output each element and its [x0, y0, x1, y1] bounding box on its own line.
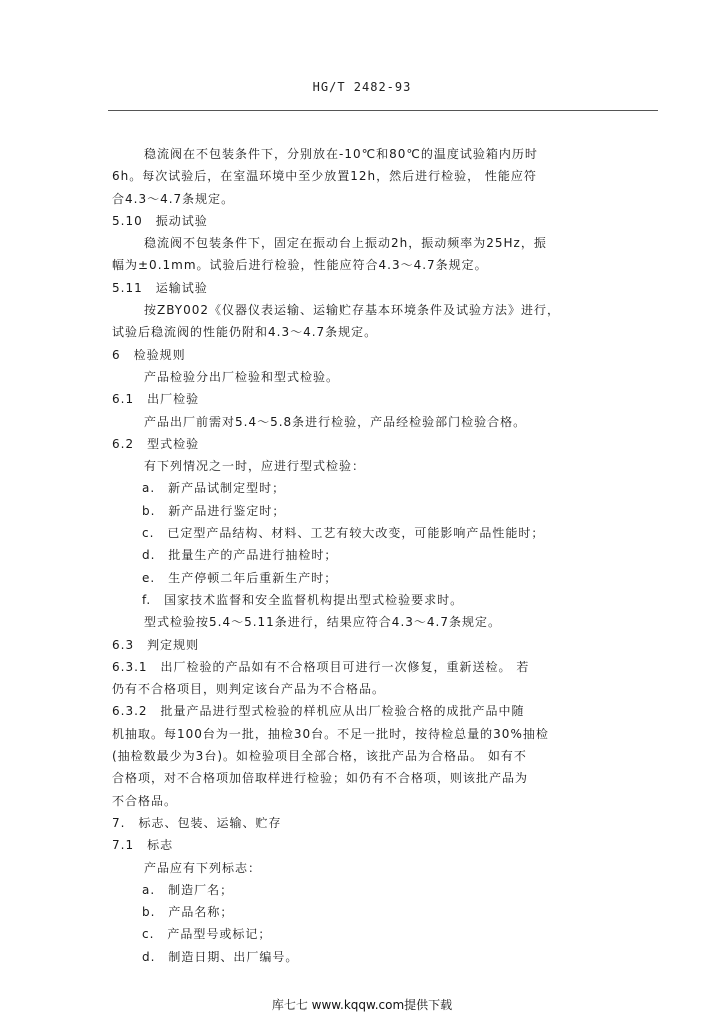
text-line: 6.3.1 出厂检验的产品如有不合格项目可进行一次修复，重新送检。 若 [112, 659, 530, 674]
section-heading: 5.11 运输试验 [112, 280, 208, 295]
list-item: e. 生产停顿二年后重新生产时； [142, 570, 338, 585]
text-line: 产品出厂前需对5.4～5.8条进行检验，产品经检验部门检验合格。 [144, 414, 527, 429]
text-line: 6.3.2 批量产品进行型式检验的样机应从出厂检验合格的成批产品中随 [112, 704, 525, 719]
section-heading: 7.1 标志 [112, 838, 174, 853]
list-item: c. 产品型号或标记； [142, 927, 272, 942]
section-heading: 5.10 振动试验 [112, 213, 208, 228]
text-line: 试验后稳流阀的性能仍附和4.3～4.7条规定。 [112, 325, 378, 340]
list-item: a. 新产品试制定型时； [142, 481, 286, 496]
text-line: 合格项，对不合格项加倍取样进行检验；如仍有不合格项，则该批产品为 [112, 771, 529, 786]
text-line: 6h。每次试验后，在室温环境中至少放置12h，然后进行检验， 性能应符 [112, 169, 537, 184]
header-rule [108, 110, 658, 111]
section-heading: 7. 标志、包装、运输、贮存 [112, 815, 282, 830]
section-heading: 6.2 型式检验 [112, 436, 200, 451]
text-line: 产品应有下列标志： [144, 860, 262, 875]
list-item: a. 制造厂名； [142, 882, 234, 897]
list-item: b. 产品名称； [142, 905, 234, 920]
text-line: 产品检验分出厂检验和型式检验。 [144, 369, 340, 384]
text-line: 幅为±0.1mm。试验后进行检验，性能应符合4.3～4.7条规定。 [112, 258, 488, 273]
text-line: 合4.3～4.7条规定。 [112, 191, 235, 206]
section-heading: 6.1 出厂检验 [112, 392, 200, 407]
list-item: c. 已定型产品结构、材料、工艺有较大改变，可能影响产品性能时； [142, 526, 545, 541]
download-footer: 库七七 www.kqqw.com提供下载 [271, 998, 453, 1012]
list-item: d. 批量生产的产品进行抽检时； [142, 548, 338, 563]
text-line: 型式检验按5.4～5.11条进行，结果应符合4.3～4.7条规定。 [144, 615, 501, 630]
document-body [112, 143, 632, 968]
text-line: 有下列情况之一时，应进行型式检验： [144, 459, 366, 474]
section-heading: 6.3 判定规则 [112, 637, 200, 652]
list-item: d. 制造日期、出厂编号。 [142, 949, 299, 964]
text-line: (抽检数最少为3台)。如检验项目全部合格，该批产品为合格品。 如有不 [112, 749, 527, 764]
page-header-code: HG/T 2482-93 [312, 80, 412, 94]
text-line: 仍有不合格项目，则判定该台产品为不合格品。 [112, 682, 386, 697]
text-line: 稳流阀不包装条件下，固定在振动台上振动2h，振动频率为25Hz，振 [144, 236, 547, 251]
text-line: 机抽取。每100台为一批，抽检30台。不足一批时，按待检总量的30%抽检 [112, 726, 549, 741]
text-line: 稳流阀在不包装条件下，分别放在-10℃和80℃的温度试验箱内历时 [144, 147, 538, 161]
text-line: 按ZBY002《仪器仪表运输、运输贮存基本环境条件及试验方法》进行， [144, 303, 561, 318]
section-heading: 6 检验规则 [112, 347, 186, 362]
list-item: b. 新产品进行鉴定时； [142, 503, 286, 518]
text-line: 不合格品。 [112, 793, 178, 808]
list-item: f. 国家技术监督和安全监督机构提出型式检验要求时。 [142, 592, 464, 607]
